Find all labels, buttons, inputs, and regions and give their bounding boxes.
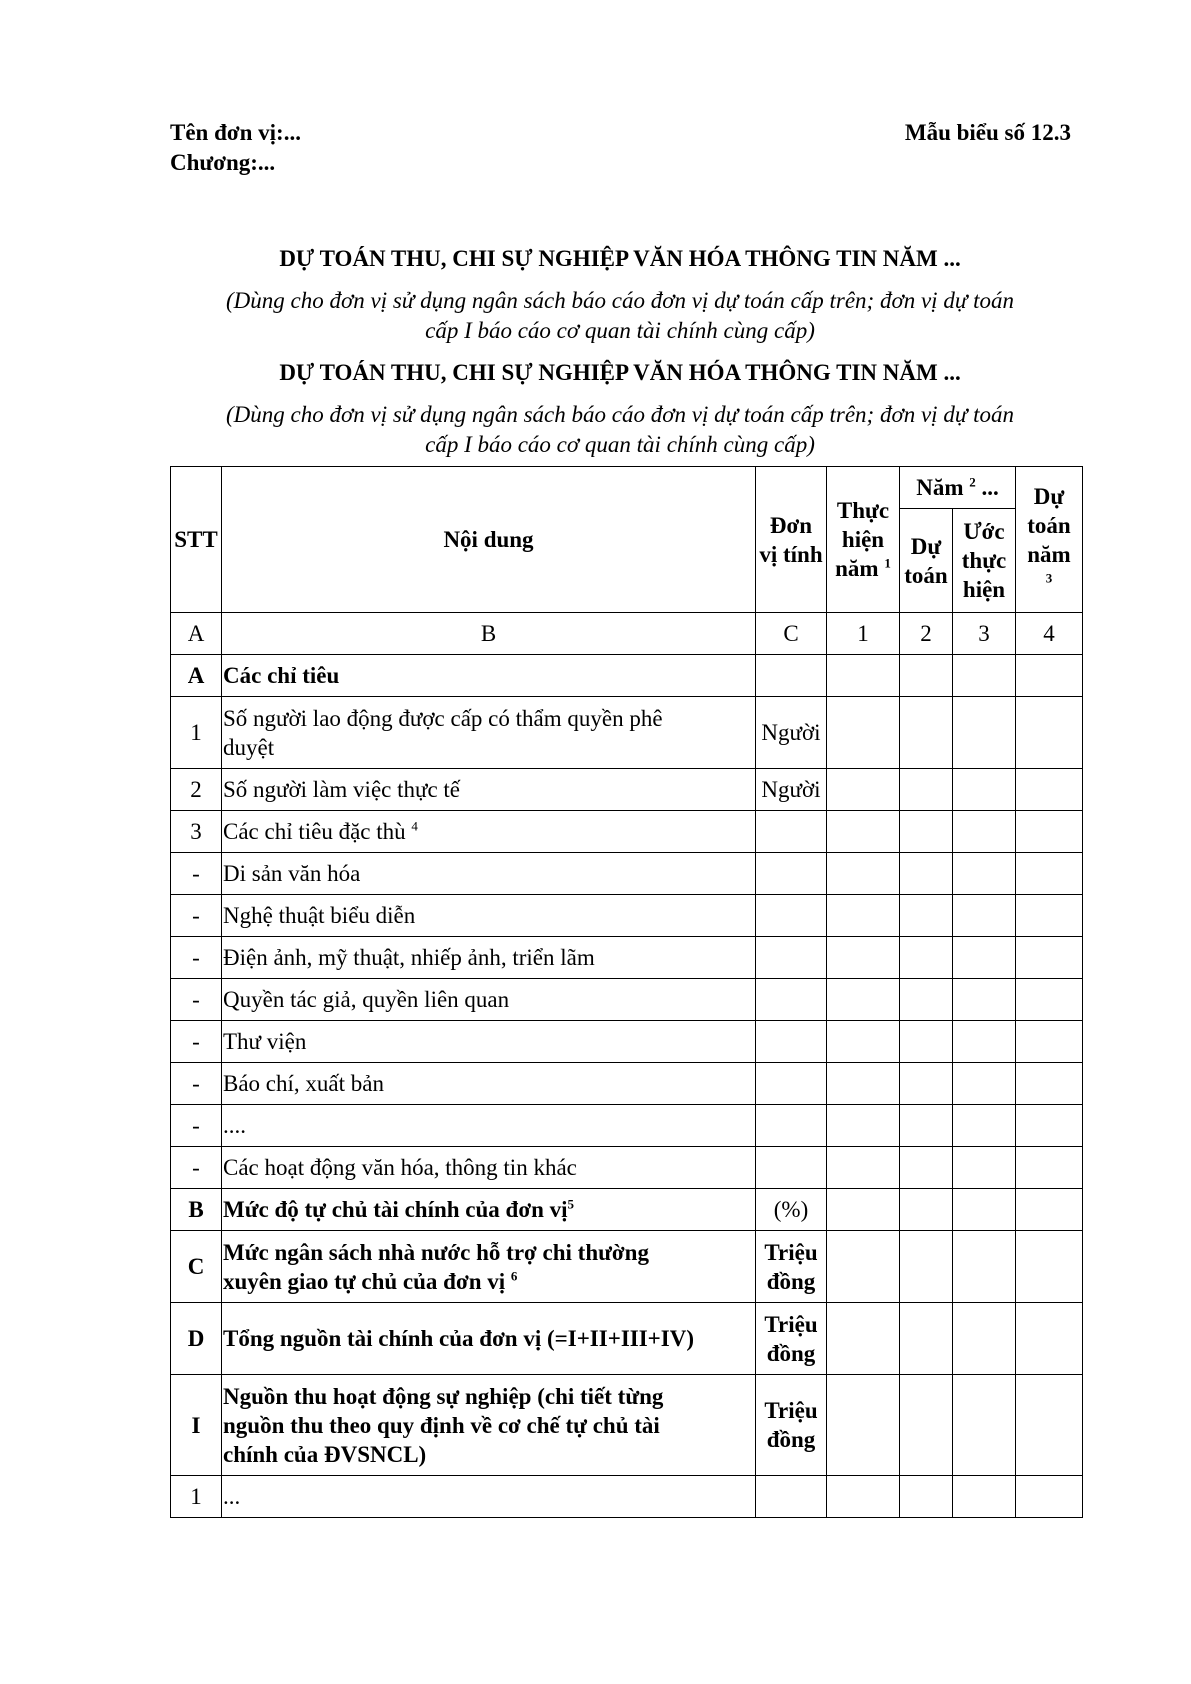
table-row [171, 1105, 1083, 1147]
chapter-label: Chương:... [170, 150, 276, 175]
document-title-repeat: DỰ TOÁN THU, CHI SỰ NGHIỆP VĂN HÓA THÔNG TIN NĂM ... [279, 360, 961, 385]
row-unit: (%) [756, 1189, 827, 1231]
col-header-stt: STT [171, 467, 222, 613]
row-stt: 2 [171, 769, 222, 811]
value-cell [1016, 1021, 1083, 1063]
row-stt: D [171, 1303, 222, 1375]
row-content: Nguồn thu hoạt động sự nghiệp (chi tiết từng nguồn thu theo quy định về cơ chế tự chủ tài chính của ĐVSNCL) [222, 1375, 756, 1476]
row-unit: Triệu đồng [756, 1303, 827, 1375]
value-cell [900, 1189, 953, 1231]
row-unit: Triệu đồng [756, 1375, 827, 1476]
value-cell [953, 697, 1016, 769]
value-cell [900, 979, 953, 1021]
value-cell [900, 1303, 953, 1375]
value-cell [953, 769, 1016, 811]
col-header-unit: Đơn vị tính [756, 467, 827, 613]
row-stt: - [171, 853, 222, 895]
value-cell [900, 1147, 953, 1189]
row-stt: B [171, 1189, 222, 1231]
value-cell [1016, 655, 1083, 697]
index-cell: 4 [1016, 613, 1083, 655]
value-cell [953, 1375, 1016, 1476]
value-cell [900, 1021, 953, 1063]
index-cell: 1 [827, 613, 900, 655]
row-unit [756, 1021, 827, 1063]
index-cell: 3 [953, 613, 1016, 655]
value-cell [827, 1063, 900, 1105]
row-unit: Người [756, 769, 827, 811]
row-stt: - [171, 1063, 222, 1105]
row-unit: Triệu đồng [756, 1231, 827, 1303]
value-cell [900, 1063, 953, 1105]
row-content: Các chỉ tiêu đặc thù $^4$ [222, 811, 756, 853]
value-cell [900, 1476, 953, 1518]
row-unit [756, 811, 827, 853]
value-cell [953, 1231, 1016, 1303]
value-cell [1016, 1231, 1083, 1303]
row-unit [756, 1147, 827, 1189]
row-content: Điện ảnh, mỹ thuật, nhiếp ảnh, triển lãm [222, 937, 756, 979]
value-cell [953, 979, 1016, 1021]
row-content: Các hoạt động văn hóa, thông tin khác [222, 1147, 756, 1189]
value-cell [953, 1303, 1016, 1375]
value-cell [827, 811, 900, 853]
index-cell: B [222, 613, 756, 655]
row-stt: C [171, 1231, 222, 1303]
value-cell [827, 853, 900, 895]
value-cell [953, 1189, 1016, 1231]
row-content: Thư viện [222, 1021, 756, 1063]
row-content: Báo chí, xuất bản [222, 1063, 756, 1105]
table-row [171, 979, 1083, 1021]
table-row [171, 895, 1083, 937]
index-row [171, 613, 1083, 655]
table-header-row [171, 467, 1083, 509]
value-cell [900, 769, 953, 811]
value-cell [953, 937, 1016, 979]
row-unit [756, 979, 827, 1021]
table-row [171, 1021, 1083, 1063]
row-content: Quyền tác giả, quyền liên quan [222, 979, 756, 1021]
table-row [171, 655, 1083, 697]
value-cell [827, 1231, 900, 1303]
row-stt: A [171, 655, 222, 697]
table-row [171, 1476, 1083, 1518]
row-content: Số người lao động được cấp có thẩm quyền phê duyệt [222, 697, 756, 769]
value-cell [827, 1476, 900, 1518]
table-row [171, 1189, 1083, 1231]
value-cell [900, 1105, 953, 1147]
row-stt: 1 [171, 697, 222, 769]
col-header-estimate: Dự toán [900, 509, 953, 613]
value-cell [827, 895, 900, 937]
col-header-year-group: Năm $^2$ ... [900, 467, 1016, 509]
value-cell [953, 853, 1016, 895]
value-cell [827, 697, 900, 769]
value-cell [900, 937, 953, 979]
estimate-table [170, 466, 1083, 1518]
row-unit: Người [756, 697, 827, 769]
value-cell [1016, 769, 1083, 811]
value-cell [953, 895, 1016, 937]
row-stt: - [171, 1105, 222, 1147]
document-subtitle-repeat-line2: cấp I báo cáo cơ quan tài chính cùng cấp) [425, 432, 815, 457]
row-unit [756, 895, 827, 937]
value-cell [900, 655, 953, 697]
value-cell [900, 1231, 953, 1303]
row-unit [756, 655, 827, 697]
value-cell [1016, 853, 1083, 895]
value-cell [827, 1021, 900, 1063]
row-content: Mức ngân sách nhà nước hỗ trợ chi thường xuyên giao tự chủ của đơn vị $^6$ [222, 1231, 756, 1303]
col-header-content: Nội dung [222, 467, 756, 613]
row-content: Mức độ tự chủ tài chính của đơn vị$^5$ [222, 1189, 756, 1231]
value-cell [953, 811, 1016, 853]
value-cell [953, 655, 1016, 697]
row-unit [756, 1476, 827, 1518]
value-cell [827, 1105, 900, 1147]
row-stt: - [171, 1021, 222, 1063]
row-stt: 1 [171, 1476, 222, 1518]
row-stt: 3 [171, 811, 222, 853]
row-content: ... [222, 1476, 756, 1518]
document-title: DỰ TOÁN THU, CHI SỰ NGHIỆP VĂN HÓA THÔNG TIN NĂM ... [279, 246, 961, 271]
value-cell [1016, 811, 1083, 853]
col-header-est-actual: Ước thực hiện [953, 509, 1016, 613]
row-content: Các chỉ tiêu [222, 655, 756, 697]
document-subtitle-repeat-line1: (Dùng cho đơn vị sử dụng ngân sách báo cáo đơn vị dự toán cấp trên; đơn vị dự toán [226, 402, 1014, 427]
value-cell [953, 1021, 1016, 1063]
value-cell [827, 1303, 900, 1375]
table-row [171, 1303, 1083, 1375]
value-cell [827, 655, 900, 697]
col-header-actual: Thực hiện năm $^1$ [827, 467, 900, 613]
value-cell [900, 895, 953, 937]
value-cell [1016, 1476, 1083, 1518]
table-row [171, 1375, 1083, 1476]
value-cell [900, 697, 953, 769]
value-cell [900, 853, 953, 895]
form-number: Mẫu biểu số 12.3 [904, 120, 1071, 145]
value-cell [827, 1147, 900, 1189]
row-content: .... [222, 1105, 756, 1147]
row-unit [756, 937, 827, 979]
value-cell [1016, 937, 1083, 979]
value-cell [1016, 1105, 1083, 1147]
table-row [171, 1147, 1083, 1189]
value-cell [900, 1375, 953, 1476]
value-cell [953, 1105, 1016, 1147]
row-unit [756, 1105, 827, 1147]
row-stt: - [171, 1147, 222, 1189]
value-cell [827, 1189, 900, 1231]
row-stt: - [171, 937, 222, 979]
row-stt: I [171, 1375, 222, 1476]
index-cell: A [171, 613, 222, 655]
value-cell [1016, 1303, 1083, 1375]
value-cell [1016, 1063, 1083, 1105]
value-cell [953, 1476, 1016, 1518]
value-cell [953, 1063, 1016, 1105]
table-row [171, 697, 1083, 769]
value-cell [1016, 697, 1083, 769]
row-content: Nghệ thuật biểu diễn [222, 895, 756, 937]
row-unit [756, 1063, 827, 1105]
col-header-budget: Dự toán năm $^3$ [1016, 467, 1083, 613]
document-subtitle-line2: cấp I báo cáo cơ quan tài chính cùng cấp) [425, 318, 815, 343]
value-cell [827, 1375, 900, 1476]
value-cell [953, 1147, 1016, 1189]
table-row [171, 811, 1083, 853]
value-cell [1016, 1189, 1083, 1231]
index-cell: C [756, 613, 827, 655]
row-content: Tổng nguồn tài chính của đơn vị (=I+II+III+IV) [222, 1303, 756, 1375]
table-row [171, 1231, 1083, 1303]
row-content: Di sản văn hóa [222, 853, 756, 895]
value-cell [1016, 895, 1083, 937]
value-cell [900, 811, 953, 853]
row-stt: - [171, 979, 222, 1021]
value-cell [827, 769, 900, 811]
value-cell [1016, 1147, 1083, 1189]
row-unit [756, 853, 827, 895]
table-row [171, 769, 1083, 811]
index-cell: 2 [900, 613, 953, 655]
row-content: Số người làm việc thực tế [222, 769, 756, 811]
value-cell [827, 979, 900, 1021]
value-cell [827, 937, 900, 979]
document-subtitle-line1: (Dùng cho đơn vị sử dụng ngân sách báo cáo đơn vị dự toán cấp trên; đơn vị dự toán [226, 288, 1014, 313]
table-row [171, 1063, 1083, 1105]
unit-name-label: Tên đơn vị:... [170, 120, 301, 145]
value-cell [1016, 1375, 1083, 1476]
table-row [171, 853, 1083, 895]
table-row [171, 937, 1083, 979]
row-stt: - [171, 895, 222, 937]
value-cell [1016, 979, 1083, 1021]
